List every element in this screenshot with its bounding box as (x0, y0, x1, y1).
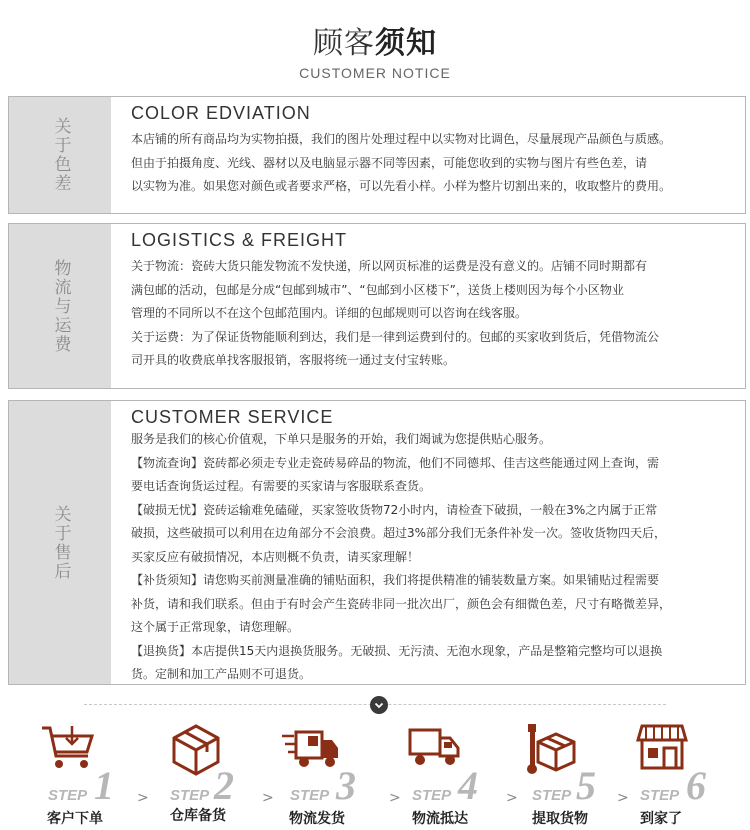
paragraph-line: 买家反应有破损情况，本店则概不负责，请买家理解！ (131, 549, 420, 564)
chevron-down-icon (370, 696, 388, 714)
paragraph-line: 要电话查询货运过程。有需要的买家请与客服联系查货。 (131, 479, 432, 493)
step-label: 物流抵达 (412, 811, 468, 827)
step-word: STEP (290, 787, 330, 804)
step-4 (406, 722, 516, 830)
section-divider (0, 695, 750, 715)
step-1 (40, 722, 150, 830)
step-label: 到家了 (640, 811, 682, 827)
process-steps (0, 722, 750, 830)
step-label: 物流发货 (289, 811, 345, 827)
section-text (131, 255, 739, 373)
step-word: STEP (170, 787, 210, 804)
side-label-logistics: 物流与运费 (50, 258, 71, 354)
step-number: 5 (576, 763, 596, 808)
step-label: 客户下单 (47, 811, 103, 827)
step-number: 4 (458, 763, 478, 808)
step-arrow: > (506, 790, 518, 806)
section-side-tab (9, 97, 111, 213)
paragraph-line: 关于运费：为了保证货物能顺利到达，我们是一律到运费到付的。包邮的买家收到货后，凭借物流公 (131, 329, 660, 344)
step-word: STEP (532, 787, 572, 804)
paragraph-line: 服务是我们的核心价值观，下单只是服务的开始，我们竭诚为您提供贴心服务。 (131, 432, 552, 446)
paragraph-line: 关于物流：瓷砖大货只能发物流不发快递，所以网页标准的运费是没有意义的。店铺不同时期都有 (131, 259, 648, 273)
truck-icon (406, 722, 462, 772)
paragraph-line: 这个属于正常现象，请您理解。 (131, 620, 300, 634)
step-3 (282, 722, 392, 830)
paragraph-line: 【退换货】本店提供15天内退换货服务。无破损、无污渍、无泡水现象，产品是整箱完整均可以退换 (131, 643, 663, 658)
truck-moving-icon (282, 722, 344, 774)
paragraph-line: 补货，请和我们联系。但由于有时会产生瓷砖非同一批次出厂，颜色会有细微色差，尺寸有略微差异， (131, 596, 672, 611)
logistics-section (8, 223, 746, 389)
step-word: STEP (412, 787, 452, 804)
step-number: 6 (686, 763, 706, 808)
paragraph-line: 【补货须知】请您购买前测量准确的铺贴面积，我们将提供精准的铺装数量方案。如果铺贴过程需要 (131, 573, 660, 587)
step-number: 1 (94, 763, 114, 808)
paragraph-line: 司开具的收费底单找客服报销，客服将统一通过支付宝转账。 (131, 353, 456, 367)
step-number: 2 (214, 763, 234, 808)
step-2 (168, 722, 278, 830)
color-section (8, 96, 746, 214)
paragraph-line: 以实物为准。如果您对颜色或者要求严格，可以先看小样。小样为整片切割出来的，收取整片的费用。 (131, 179, 672, 193)
section-text (131, 128, 739, 199)
step-5 (520, 722, 630, 830)
notice-header (0, 18, 750, 81)
section-text (131, 428, 739, 687)
paragraph-line: 【物流查询】瓷砖都必须走专业走瓷砖易碎品的物流，他们不同德邦、佳吉这些能通过网上查询，需 (131, 455, 660, 470)
paragraph-line: 管理的不同所以不在这个包邮范围内。详细的包邮规则可以咨询在线客服。 (131, 306, 528, 320)
page-subtitle: CUSTOMER NOTICE (299, 65, 451, 81)
step-word: STEP (48, 787, 88, 804)
paragraph-line: 破损，这些破损可以利用在边角部分不会浪费。超过3%部分我们无条件补发一次。签收货物四天后， (131, 526, 667, 540)
paragraph-line: 但由于拍摄角度、光线、器材以及电脑显示器不同等因素，可能您收到的实物与图片有些色差，请 (131, 155, 648, 170)
step-number: 3 (336, 763, 356, 808)
paragraph-line: 满包邮的活动，包邮是分成“包邮到城市”、“包邮到小区楼下”，送货上楼则因为每个小区物业 (131, 282, 624, 297)
section-title: LOGISTICS & FREIGHT (131, 230, 348, 250)
paragraph-line: 【破损无忧】瓷砖运输难免磕碰，买家签收货物72小时内，请检查下破损，一般在3%之内属于正常 (131, 502, 658, 517)
section-content (131, 401, 739, 687)
section-content (131, 224, 739, 373)
step-label: 仓库备货 (170, 808, 226, 824)
step-arrow: > (389, 790, 401, 806)
section-title: CUSTOMER SERVICE (131, 407, 334, 427)
service-section (8, 400, 746, 685)
step-word: STEP (640, 787, 680, 804)
step-arrow: > (617, 790, 629, 806)
section-side-tab (9, 224, 111, 388)
page-title: 顾客须知 (313, 26, 437, 61)
store-icon (636, 722, 688, 774)
step-arrow: > (137, 790, 149, 806)
section-content (131, 97, 739, 199)
step-label: 提取货物 (532, 811, 588, 827)
hand-truck-icon (520, 722, 580, 778)
side-label-service: 关于售后 (50, 504, 71, 581)
paragraph-line: 货。定制和加工产品则不可退货。 (131, 667, 312, 681)
step-6 (636, 722, 746, 830)
section-title: COLOR EDVIATION (131, 103, 311, 123)
section-side-tab (9, 401, 111, 684)
step-arrow: > (262, 790, 274, 806)
paragraph-line: 本店铺的所有商品均为实物拍摄，我们的图片处理过程中以实物对比调色，尽量展现产品颜色与质感。 (131, 132, 672, 146)
cart-icon (40, 722, 100, 774)
side-label-color: 关于色差 (50, 117, 71, 193)
